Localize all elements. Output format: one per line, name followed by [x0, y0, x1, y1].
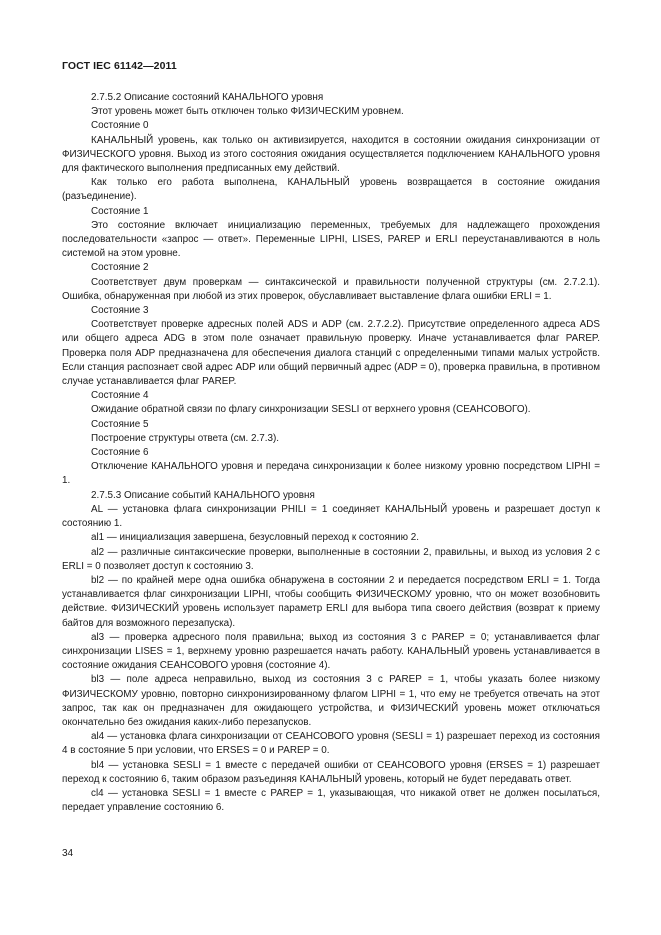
- state-heading: Состояние 0: [91, 120, 149, 132]
- paragraph: Ожидание обратной связи по флагу синхронизации SESLI от верхнего уровня (СЕАНСОВОГО).: [91, 404, 531, 416]
- event-paragraph: al4 — установка флага синхронизации от СЕАНСОВОГО уровня (SESLI = 1) разрешает переход из состояния 4 в состояние 5 при условии, что ERSES = 0 и PAREP = 0.: [62, 731, 600, 757]
- section-heading: 2.7.5.2 Описание состояний КАНАЛЬНОГО уровня: [91, 92, 324, 103]
- paragraph: Отключение КАНАЛЬНОГО уровня и передача синхронизации к более низкому уровню посредством LIPHI = 1.: [62, 461, 600, 487]
- paragraph: КАНАЛЬНЫЙ уровень, как только он активизируется, находится в состоянии ожидания синхронизации от ФИЗИЧЕСКОГО уровня. Выход из этого состояния ожидания осуществляется подключением КАНАЛЬНОГО уровня для фактического выполнения предписанных ему действий.: [62, 134, 600, 175]
- paragraph: Это состояние включает инициализацию переменных, требуемых для надлежащего прохождения последовательности «запрос — ответ». Переменные LIPHI, LISES, PAREP и ERLI переустанавливаются в ноль системой на этом уровне.: [62, 219, 600, 260]
- document-header: ГОСТ IEC 61142—2011: [62, 60, 177, 72]
- paragraph: Как только его работа выполнена, КАНАЛЬНЫЙ уровень возвращается в состояние ожидания (разъединение).: [62, 177, 600, 203]
- paragraph: Построение структуры ответа (см. 2.7.3).: [91, 432, 279, 444]
- event-paragraph: al1 — инициализация завершена, безусловный переход к состоянию 2.: [91, 532, 420, 544]
- paragraph: Этот уровень может быть отключен только ФИЗИЧЕСКИМ уровнем.: [91, 106, 404, 118]
- state-heading: Состояние 5: [91, 418, 149, 430]
- page-number: 34: [62, 848, 74, 859]
- paragraph: Соответствует проверке адресных полей ADS и ADP (см. 2.7.2.2). Присутствие определенного адреса ADS или общего адреса ADG в этом поле означает правильную проверку. Иначе устанавливается флаг PAREP. Проверка поля ADP предназначена для обеспечения диалога станций с определенными типами малых устройств. Если станция распознает свой адрес ADP или общий первичный адрес (ADP = 0), проверка правильна, в противном случае устанавливается флаг PAREP.: [62, 319, 600, 388]
- event-paragraph: AL — установка флага синхронизации PHILI = 1 соединяет КАНАЛЬНЫЙ уровень и разрешает доступ к состоянию 1.: [62, 503, 600, 530]
- event-paragraph: bl3 — поле адреса неправильно, выход из состояния 3 с PAREP = 1, чтобы указать более низкому ФИЗИЧЕСКОМУ уровню, повторно синхронизированному флагом LIPHI = 1, что ему не требуется отвечать на этот запрос, так как он предназначен для ожидающего устройства, и ФИЗИЧЕСКИЙ уровень может отключаться окончательно без ожидания каких-либо перезапусков.: [62, 674, 600, 728]
- state-heading: Состояние 1: [91, 205, 149, 217]
- paragraph: Соответствует двум проверкам — синтаксической и правильности полученной структуры (см. 2.7.2.1). Ошибка, обнаруженная при любой из этих проверок, обуславливает выставление флага ошибки ERLI = 1.: [62, 276, 600, 302]
- event-paragraph: al3 — проверка адресного поля правильна; выход из состояния 3 с PAREP = 0; устанавливается флаг синхронизации LISES = 1, верхнему уровню разрешается начать работу. КАНАЛЬНЫЙ уровень устанавливается в состояние ожидания СЕАНСОВОГО уровня (состояние 4).: [62, 631, 600, 672]
- state-heading: Состояние 2: [91, 262, 149, 274]
- state-heading: Состояние 4: [91, 390, 149, 402]
- event-paragraph: bl2 — по крайней мере одна ошибка обнаружена в состоянии 2 и передается посредством ERLI = 1. Тогда устанавливается флаг синхронизации LIPHI, чтобы сообщить ФИЗИЧЕСКОМУ уровню, что он может возобновить действие. ФИЗИЧЕСКИЙ уровень использует параметр ERLI для выбора типа своего действия (возврат к приему байтов для возможного перезапуска).: [62, 574, 600, 629]
- state-heading: Состояние 6: [91, 447, 149, 459]
- state-heading: Состояние 3: [91, 305, 149, 317]
- section-heading: 2.7.5.3 Описание событий КАНАЛЬНОГО уровня: [91, 489, 315, 501]
- event-paragraph: bl4 — установка SESLI = 1 вместе с передачей ошибки от СЕАНСОВОГО уровня (ERSES = 1) разрешает переход к состоянию 6, таким образом разъединяя КАНАЛЬНЫЙ уровень, который не будет передавать ответ.: [62, 759, 600, 785]
- event-paragraph: cl4 — установка SESLI = 1 вместе с PAREP = 1, указывающая, что никакой ответ не должен посылаться, передает управление состоянию 6.: [62, 787, 600, 814]
- document-body: [62, 91, 600, 815]
- event-paragraph: al2 — различные синтаксические проверки, выполненные в состоянии 2, правильны, и выход из условия 2 с ERLI = 0 позволяет доступ к состоянию 3.: [62, 546, 600, 572]
